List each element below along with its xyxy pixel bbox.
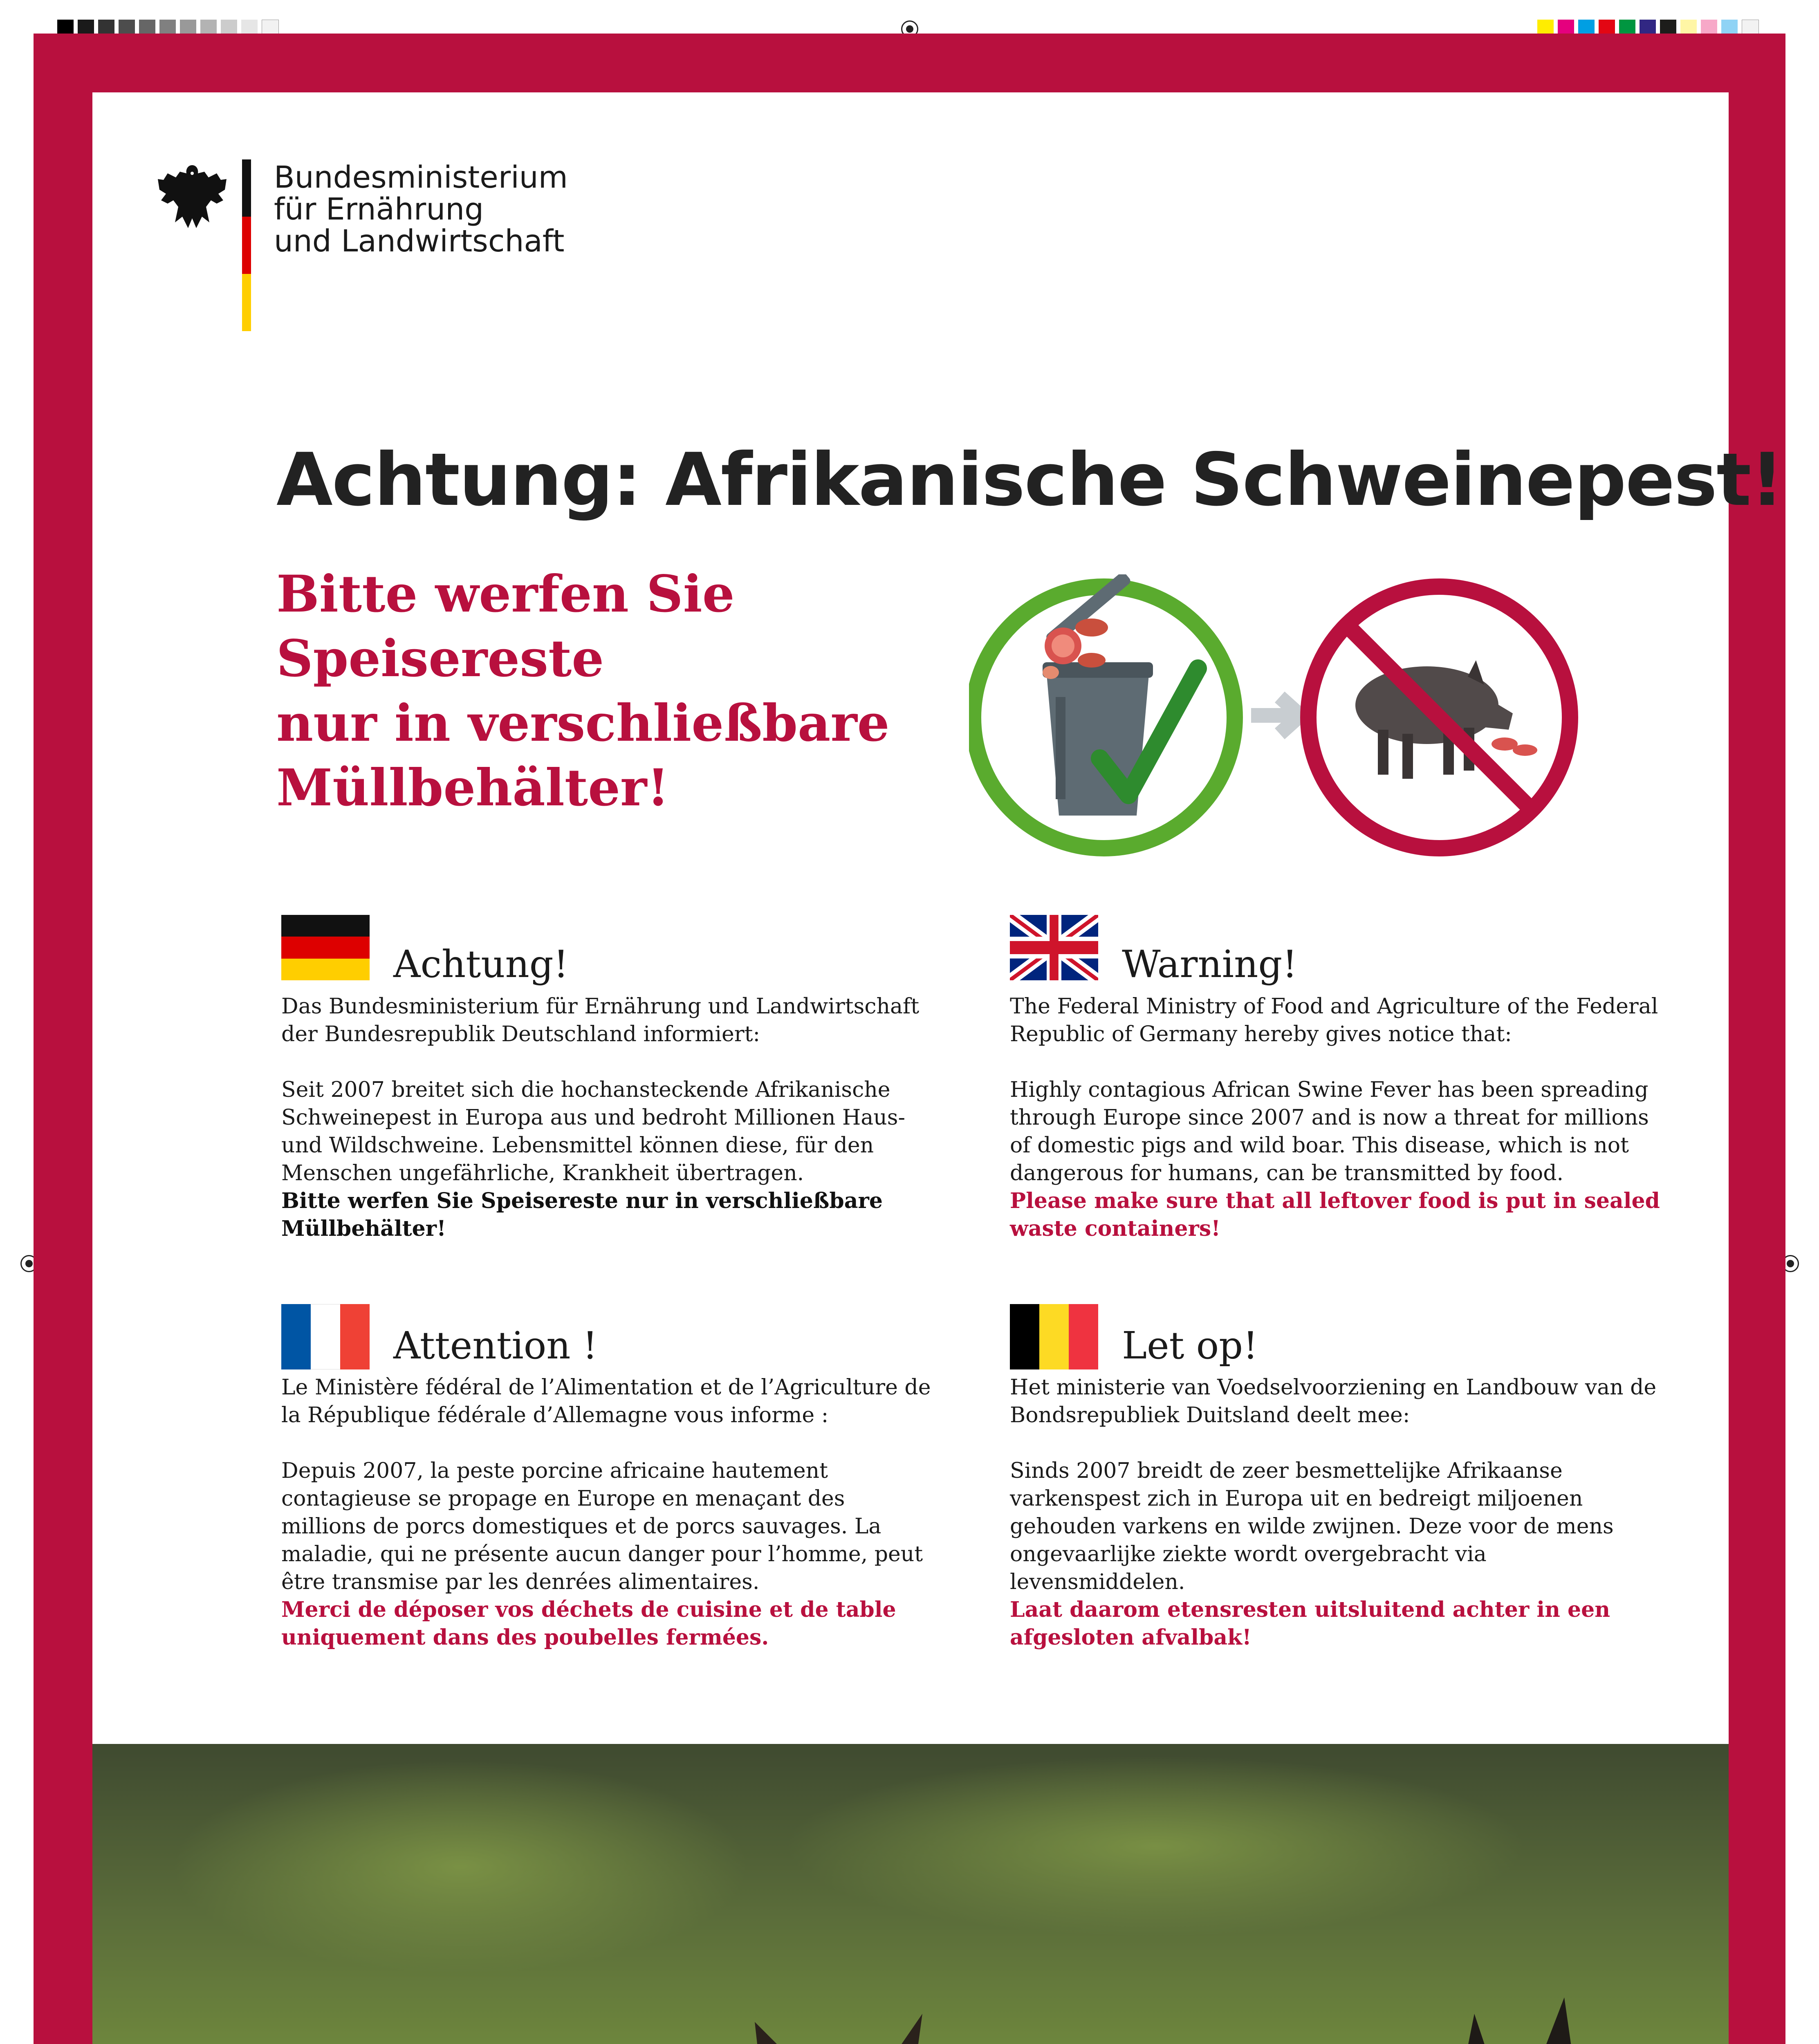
section-text-de: Seit 2007 breitet sich die hochansteckende Afrikanische Schweinepest in Europa aus und bedroht Millionen Haus- und Wildschweine. Lebensmittel können diese, für den Menschen ungefährliche, Krankheit übertragen. bbox=[281, 1078, 906, 1186]
disposal-pictogram bbox=[969, 574, 1590, 861]
section-body-nl bbox=[1010, 1374, 1664, 1652]
section-intro-en: The Federal Ministry of Food and Agriculture of the Federal Republic of Germany hereby gives notice that: bbox=[1010, 994, 1658, 1047]
section-text-nl: Sinds 2007 breidt de zeer besmettelijke Afrikaanse varkenspest zich in Europa uit en bedreigt miljoenen gehouden varkens en wilde zwijnen. Deze voor de mens ongevaarlijke ziekte wordt overgebracht via levensmiddelen. bbox=[1010, 1459, 1614, 1594]
section-callout-nl: Laat daarom etensresten uitsluitend achter in een afgesloten afvalbak! bbox=[1010, 1597, 1610, 1650]
section-intro-nl: Het ministerie van Voedselvoorziening en Landbouw van de Bondsrepubliek Duitsland deelt mee: bbox=[1010, 1375, 1657, 1428]
ministry-name: Bundesministerium für Ernährung und Landwirtschaft bbox=[274, 160, 568, 259]
headline: Achtung: Afrikanische Schweinepest! bbox=[276, 437, 1783, 522]
flag-germany bbox=[281, 915, 370, 980]
section-text-en: Highly contagious African Swine Fever has been spreading through Europe since 2007 and is now a threat for millions of domestic pigs and wild boar. This disease, which is not dangerous for humans, can be transmitted by food. bbox=[1010, 1078, 1649, 1186]
eagle-icon bbox=[155, 161, 229, 231]
section-intro-fr: Le Ministère fédéral de l’Alimentation et de l’Agriculture de la République fédérale d’Allemagne vous informe : bbox=[281, 1375, 931, 1428]
section-callout-en: Please make sure that all leftover food is put in sealed waste containers! bbox=[1010, 1188, 1660, 1241]
section-body-de bbox=[281, 993, 935, 1243]
wild-boar-prohibited-icon bbox=[1308, 587, 1570, 848]
section-callout-fr: Merci de déposer vos déchets de cuisine et de table uniquement dans des poubelles fermées. bbox=[281, 1597, 896, 1650]
section-heading-en: Warning! bbox=[1122, 942, 1298, 986]
section-callout-de: Bitte werfen Sie Speisereste nur in verschließbare Müllbehälter! bbox=[281, 1188, 883, 1241]
flag-belgium bbox=[1010, 1304, 1098, 1369]
flag-uk bbox=[1010, 915, 1098, 980]
subheadline: Bitte werfen Sie Speisereste nur in verschließbare Müllbehälter! bbox=[276, 565, 890, 818]
wild-boar-photo bbox=[92, 1744, 1729, 2044]
flag-france bbox=[281, 1304, 370, 1369]
print-marks bbox=[0, 0, 1819, 34]
section-text-fr: Depuis 2007, la peste porcine africaine hautement contagieuse se propage en Europe en menaçant des millions de porcs domestiques et de porcs sauvages. La maladie, qui ne présente aucun danger pour l’homme, peut être transmise par les denrées alimentaires. bbox=[281, 1459, 923, 1594]
section-heading-nl: Let op! bbox=[1122, 1324, 1258, 1367]
section-heading-fr: Attention ! bbox=[393, 1324, 598, 1367]
section-body-en bbox=[1010, 993, 1664, 1243]
arrow-right-icon bbox=[1251, 697, 1300, 734]
section-heading-de: Achtung! bbox=[393, 942, 569, 986]
section-intro-de: Das Bundesministerium für Ernährung und Landwirtschaft der Bundesrepublik Deutschland informiert: bbox=[281, 994, 920, 1047]
section-body-fr bbox=[281, 1374, 935, 1652]
trash-bin-icon bbox=[973, 574, 1235, 848]
